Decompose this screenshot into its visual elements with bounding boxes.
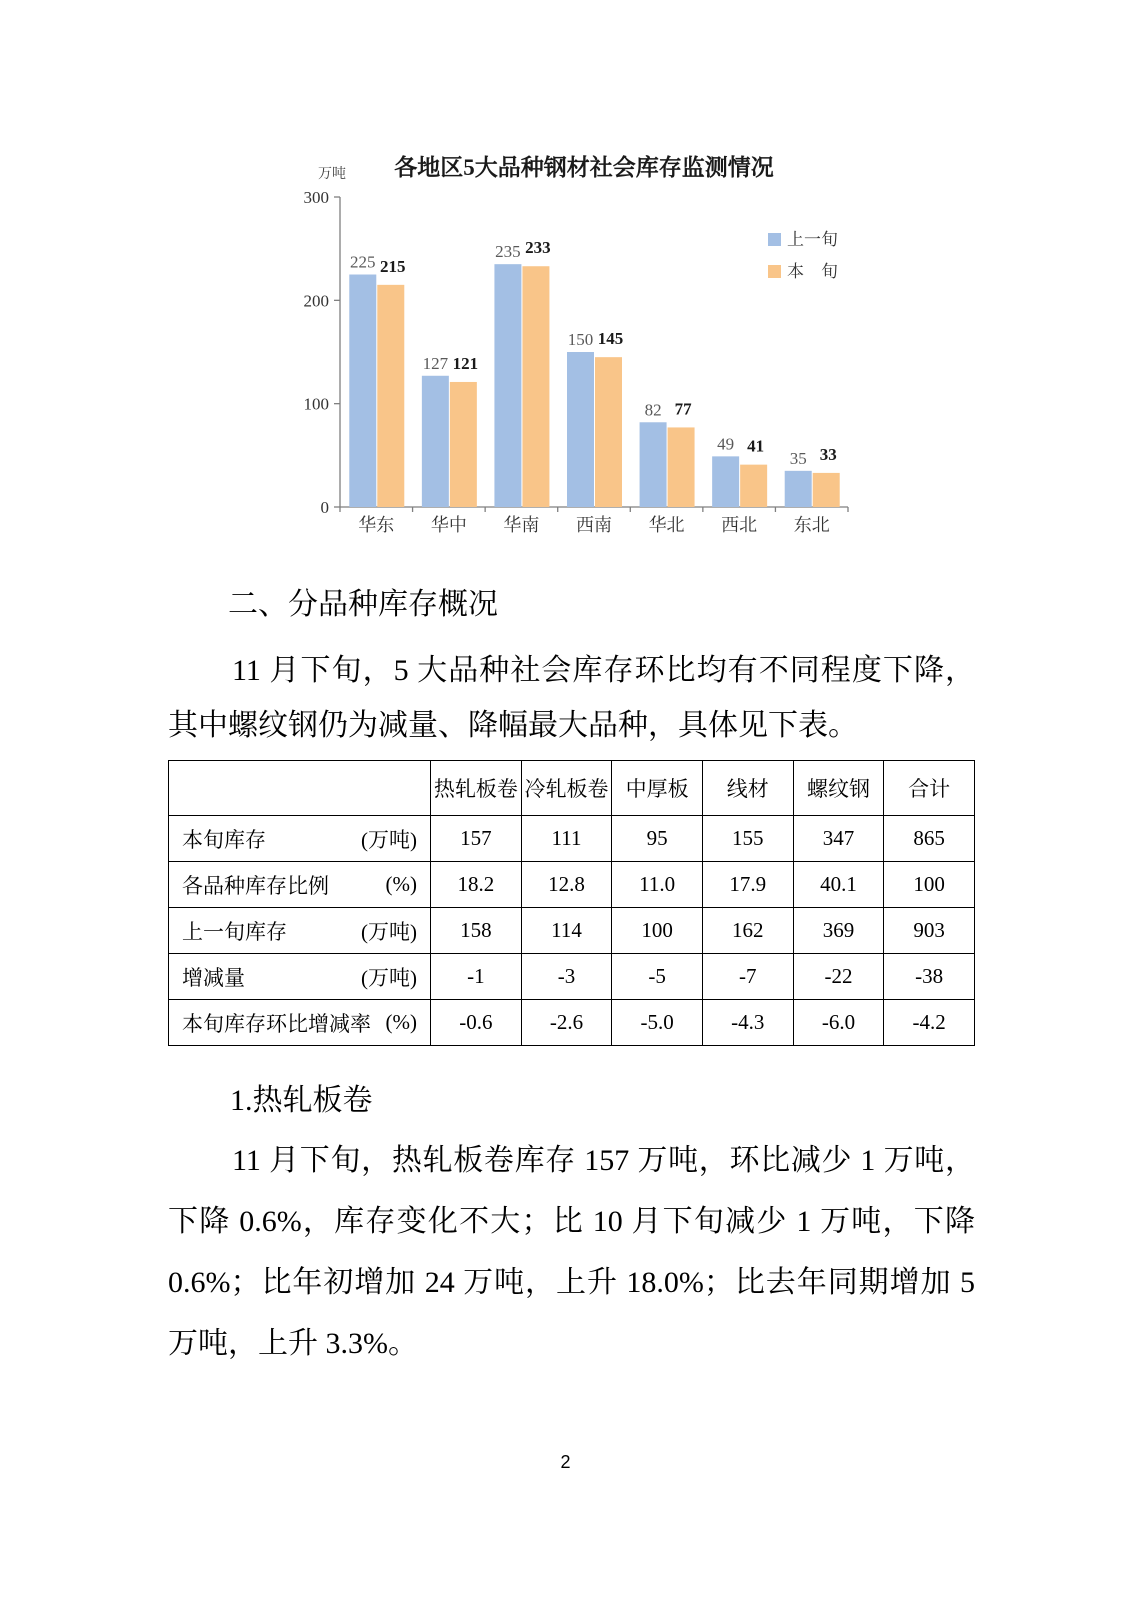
table-row xyxy=(169,1000,975,1046)
value-cell: 11.0 xyxy=(612,862,703,908)
bar-value-label-previous: 225 xyxy=(350,252,376,272)
subsection-heading: 1.热轧板卷 xyxy=(230,1084,373,1117)
row-label-cell xyxy=(169,908,431,954)
legend-swatch xyxy=(768,233,781,246)
bar-previous-period xyxy=(712,456,739,507)
value-cell: 100 xyxy=(884,862,975,908)
row-label-cell xyxy=(169,954,431,1000)
bar-current-period xyxy=(450,382,477,507)
column-header: 冷轧板卷 xyxy=(521,761,612,816)
bar-value-label-previous: 49 xyxy=(717,434,735,454)
section-heading: 二、分品种库存概况 xyxy=(228,588,498,621)
column-header: 合计 xyxy=(884,761,975,816)
paragraph-line: 下降 0.6%，库存变化不大；比 10 月下旬减少 1 万吨，下降 xyxy=(168,1205,975,1238)
subsection-paragraph xyxy=(168,1130,975,1374)
legend-label: 本 旬 xyxy=(787,262,838,281)
bar-value-label-previous: 235 xyxy=(495,242,521,262)
regional-inventory-bar-chart xyxy=(288,130,888,558)
x-category-label: 华东 xyxy=(358,515,395,535)
legend-swatch xyxy=(768,265,781,278)
y-tick-label: 200 xyxy=(303,291,329,311)
bar-value-label-previous: 127 xyxy=(422,353,449,373)
value-cell: 40.1 xyxy=(793,862,884,908)
value-cell: 155 xyxy=(702,816,793,862)
value-cell: 17.9 xyxy=(702,862,793,908)
corner-cell xyxy=(169,761,431,816)
bar-previous-period xyxy=(349,275,376,508)
row-unit: (万吨) xyxy=(361,919,417,944)
bar-previous-period xyxy=(494,264,521,507)
row-unit: (%) xyxy=(385,1010,417,1034)
value-cell: 95 xyxy=(612,816,703,862)
bar-value-label-current: 33 xyxy=(819,444,837,464)
bar-value-label-previous: 150 xyxy=(567,330,594,349)
paragraph-line: 0.6%；比年初增加 24 万吨，上升 18.0%；比去年同期增加 5 xyxy=(168,1266,975,1299)
bar-current-period xyxy=(668,427,695,507)
x-category-label: 东北 xyxy=(793,515,830,535)
bar-value-label-current: 145 xyxy=(597,329,624,349)
bar-value-label-current: 41 xyxy=(747,436,765,456)
value-cell: 903 xyxy=(884,908,975,954)
value-cell: 865 xyxy=(884,816,975,862)
value-cell: -2.6 xyxy=(521,1000,612,1046)
x-category-label: 华中 xyxy=(430,515,467,535)
column-header: 中厚板 xyxy=(612,761,703,816)
bar-previous-period xyxy=(422,376,449,507)
value-cell: 12.8 xyxy=(521,862,612,908)
table-header-row xyxy=(169,761,975,816)
y-tick-label: 0 xyxy=(320,498,329,517)
value-cell: 18.2 xyxy=(431,862,522,908)
x-category-label: 西南 xyxy=(576,515,612,535)
bar-value-label-current: 77 xyxy=(674,399,692,419)
paragraph-line: 万吨，上升 3.3%。 xyxy=(168,1327,418,1360)
bar-current-period xyxy=(377,285,404,507)
bar-previous-period xyxy=(785,471,812,507)
row-label: 本旬库存环比增减率 xyxy=(182,1011,371,1036)
value-cell: 347 xyxy=(793,816,884,862)
value-cell: 100 xyxy=(612,908,703,954)
y-tick-label: 100 xyxy=(303,394,329,414)
legend-label: 上一旬 xyxy=(787,230,838,249)
bar-previous-period xyxy=(567,352,594,507)
row-label: 各品种库存比例 xyxy=(182,873,329,898)
value-cell: -0.6 xyxy=(431,1000,522,1046)
value-cell: -6.0 xyxy=(793,1000,884,1046)
row-unit: (万吨) xyxy=(361,827,417,852)
bar-value-label-current: 233 xyxy=(525,238,551,258)
x-category-label: 西北 xyxy=(721,515,758,535)
row-label: 上一旬库存 xyxy=(182,919,287,944)
value-cell: 369 xyxy=(793,908,884,954)
value-cell: -4.2 xyxy=(884,1000,975,1046)
chart-title: 各地区5大品种钢材社会库存监测情况 xyxy=(394,155,774,180)
row-label-cell xyxy=(169,816,431,862)
row-label: 本旬库存 xyxy=(182,827,266,852)
column-header: 热轧板卷 xyxy=(431,761,522,816)
row-label-cell xyxy=(169,862,431,908)
bar-current-period xyxy=(522,266,549,507)
value-cell: -3 xyxy=(521,954,612,1000)
row-unit: (万吨) xyxy=(361,965,417,990)
bar-current-period xyxy=(595,357,622,507)
value-cell: 157 xyxy=(431,816,522,862)
bar-current-period xyxy=(740,465,767,507)
row-unit: (%) xyxy=(385,872,417,896)
value-cell: -4.3 xyxy=(702,1000,793,1046)
y-axis-unit-label: 万吨 xyxy=(318,167,346,182)
value-cell: -38 xyxy=(884,954,975,1000)
value-cell: -7 xyxy=(702,954,793,1000)
bar-value-label-current: 215 xyxy=(380,256,406,276)
value-cell: 111 xyxy=(521,816,612,862)
paragraph-line: 11 月下旬，热轧板卷库存 157 万吨，环比减少 1 万吨， xyxy=(232,1144,975,1177)
value-cell: 114 xyxy=(521,908,612,954)
paragraph-line: 其中螺纹钢仍为减量、降幅最大品种，具体见下表。 xyxy=(168,709,858,742)
value-cell: -5 xyxy=(612,954,703,1000)
column-header: 螺纹钢 xyxy=(793,761,884,816)
value-cell: -22 xyxy=(793,954,884,1000)
bar-value-label-previous: 82 xyxy=(644,400,662,420)
inventory-table xyxy=(168,760,975,1046)
y-tick-label: 300 xyxy=(303,188,329,207)
section-paragraph xyxy=(168,643,975,753)
table-row xyxy=(169,908,975,954)
value-cell: 162 xyxy=(702,908,793,954)
page-number: 2 xyxy=(560,1452,571,1472)
bar-current-period xyxy=(813,473,840,507)
table-row xyxy=(169,862,975,908)
x-category-label: 华北 xyxy=(648,515,685,535)
bar-value-label-previous: 35 xyxy=(789,448,807,468)
table-row xyxy=(169,816,975,862)
value-cell: -1 xyxy=(431,954,522,1000)
column-header: 线材 xyxy=(702,761,793,816)
value-cell: 158 xyxy=(431,908,522,954)
row-label: 增减量 xyxy=(182,965,245,990)
value-cell: -5.0 xyxy=(612,1000,703,1046)
row-label-cell xyxy=(169,1000,431,1046)
x-category-label: 华南 xyxy=(503,515,540,535)
table-row xyxy=(169,954,975,1000)
bar-value-label-current: 121 xyxy=(452,353,479,373)
bar-previous-period xyxy=(640,422,667,507)
paragraph-line: 11 月下旬，5 大品种社会库存环比均有不同程度下降， xyxy=(232,654,975,687)
